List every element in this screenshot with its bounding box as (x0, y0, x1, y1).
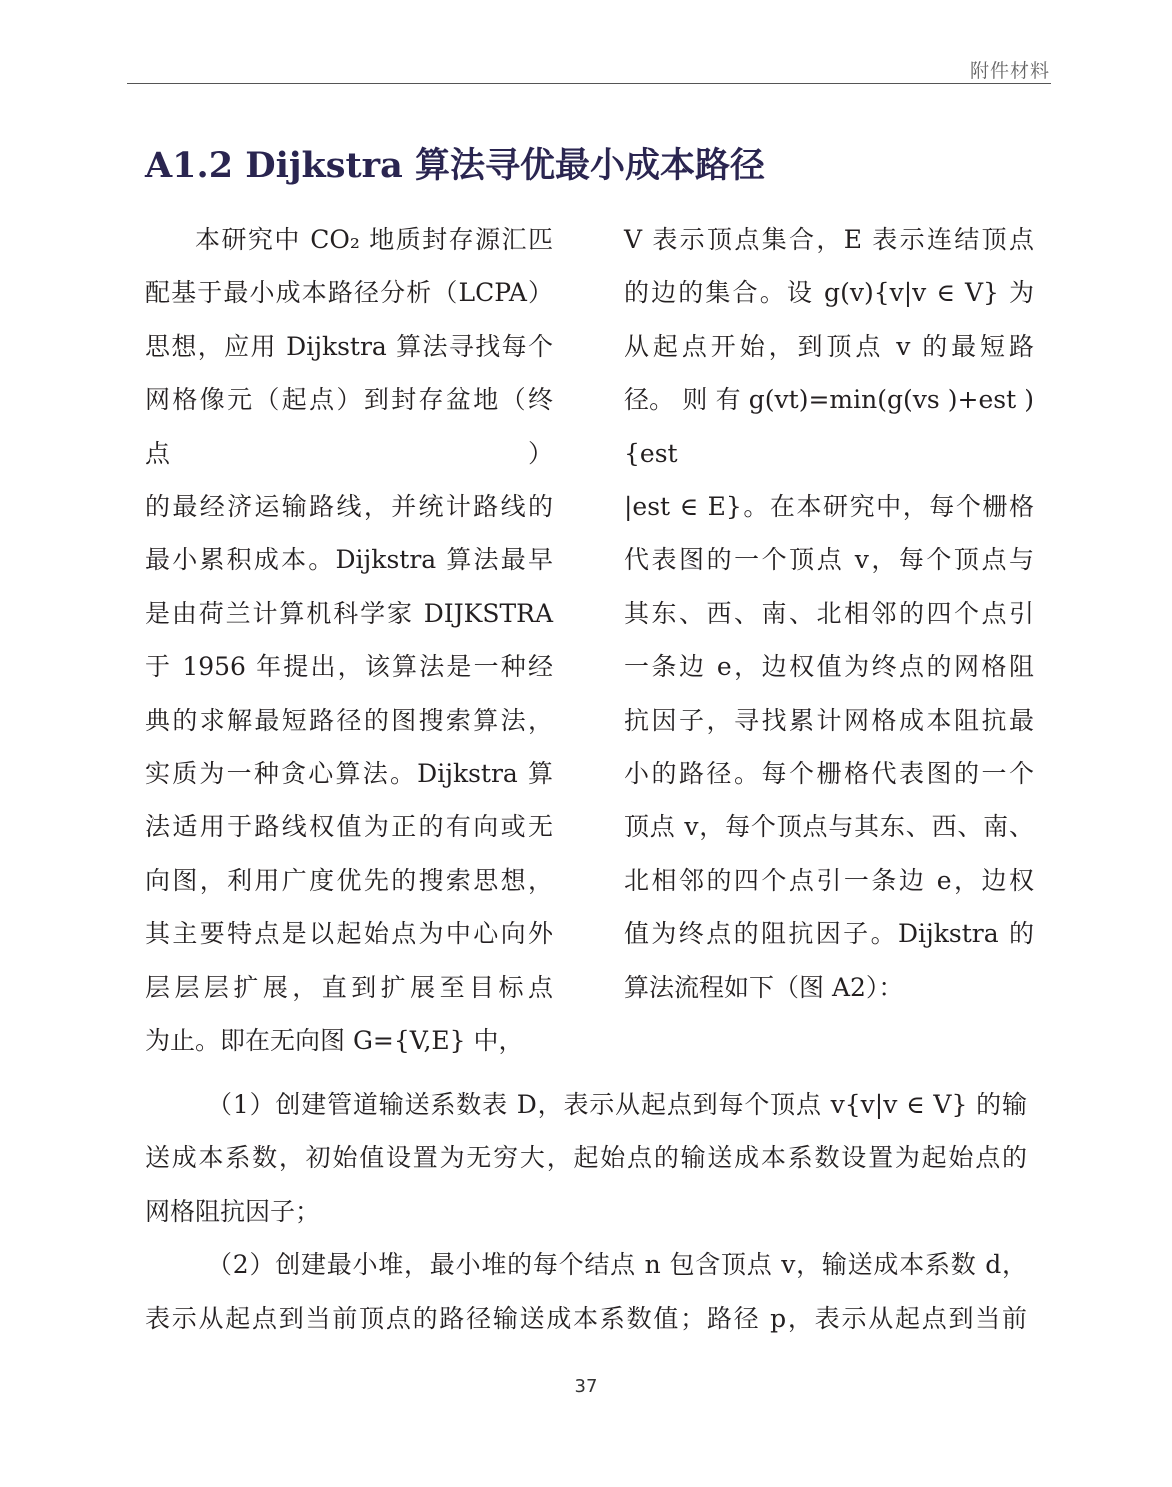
right-line: 算法流程如下（图 A2）： (624, 972, 904, 1002)
left-line: 层层层扩展，直到扩展至目标点 (145, 972, 553, 1002)
left-line: 法适用于路线权值为正的有向或无 (145, 812, 553, 842)
right-line: 代表图的一个顶点 v，每个顶点与 (624, 545, 1034, 575)
left-line: 的最经济运输路线，并统计路线的 (145, 492, 553, 522)
right-line: 小的路径。每个栅格代表图的一个 (624, 759, 1034, 789)
page-number: 37 (574, 1376, 598, 1397)
left-line: 思想，应用 Dijkstra 算法寻找每个 (145, 331, 553, 361)
right-column (624, 213, 1034, 1014)
step-line: （1）创建管道输送系数表 D，表示从起点到每个顶点 v{v|v ∈ V} 的输 (207, 1090, 1027, 1119)
header-label: 附件材料 (969, 60, 1050, 82)
algorithm-steps (145, 1078, 1027, 1345)
left-column (145, 213, 553, 1068)
right-line: V 表示顶点集合，E 表示连结顶点 (624, 225, 1034, 254)
right-line: |est ∈ E}。在本研究中，每个栅格 (624, 492, 1034, 522)
step-line: 网格阻抗因子； (145, 1196, 321, 1226)
left-line: 配基于最小成本路径分析（LCPA） (145, 278, 553, 308)
right-line: 从起点开始，到顶点 v 的最短路 (624, 331, 1034, 361)
step-line: 送成本系数，初始值设置为无穷大，起始点的输送成本系数设置为起始点的 (145, 1143, 1027, 1173)
right-line: 值为终点的阻抗因子。Dijkstra 的 (624, 919, 1034, 949)
step-line: （2）创建最小堆，最小堆的每个结点 n 包含顶点 v，输送成本系数 d， (207, 1250, 1027, 1280)
left-line: 网格像元（起点）到封存盆地（终点） (145, 385, 553, 468)
left-line: 为止。即在无向图 G={V,E} 中， (145, 1026, 524, 1056)
right-line: 径。 则 有 g(vt)=min(g(vs )+est ){est (624, 385, 1034, 468)
right-line: 一条边 e，边权值为终点的网格阻 (624, 652, 1034, 682)
left-line: 其主要特点是以起始点为中心向外 (145, 919, 553, 949)
left-line: 实质为一种贪心算法。Dijkstra 算 (145, 759, 553, 789)
left-line: 是由荷兰计算机科学家 DIJKSTRA (145, 598, 553, 628)
right-line: 的边的集合。设 g(v){v|v ∈ V} 为 (624, 278, 1034, 308)
section-title: A1.2 Dijkstra 算法寻优最小成本路径 (145, 145, 765, 186)
step-line: 表示从起点到当前顶点的路径输送成本系数值；路径 p，表示从起点到当前 (145, 1303, 1027, 1333)
header-rule (127, 83, 1051, 84)
left-line: 于 1956 年提出，该算法是一种经 (145, 652, 553, 682)
right-line: 抗因子，寻找累计网格成本阻抗最 (624, 705, 1034, 735)
left-line: 典的求解最短路径的图搜索算法， (145, 705, 553, 735)
left-line: 本研究中 CO₂ 地质封存源汇匹 (195, 225, 553, 254)
right-line: 北相邻的四个点引一条边 e，边权 (624, 865, 1034, 895)
right-line: 其东、西、南、北相邻的四个点引 (624, 598, 1034, 628)
left-line: 最小累积成本。Dijkstra 算法最早 (145, 545, 553, 575)
left-line: 向图，利用广度优先的搜索思想， (145, 865, 553, 895)
right-line: 顶点 v，每个顶点与其东、西、南、 (624, 812, 1034, 842)
